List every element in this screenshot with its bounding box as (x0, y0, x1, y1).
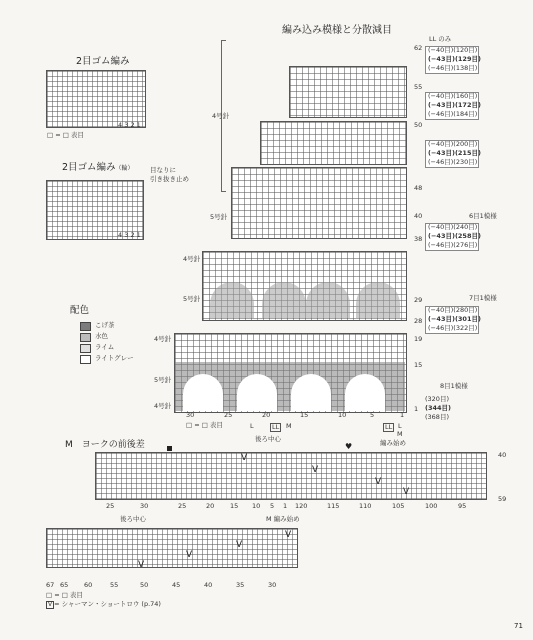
row-38: 38 (414, 235, 423, 243)
knit-label-b: 5号針 (210, 213, 228, 221)
row-28: 28 (414, 317, 423, 325)
heart-icon: ♥ (345, 442, 353, 451)
bottom-short-row-3: V (186, 550, 193, 560)
front-back-marker-square (167, 446, 172, 451)
knit-label-c: 4号針 (183, 255, 201, 263)
bottom-chart (46, 528, 298, 568)
repeat-8: 8目1模様 (440, 382, 468, 390)
knit-label-e: 4号針 (154, 335, 172, 343)
size-ll: LL (272, 423, 280, 431)
front-back-row-bottom: 59 (498, 495, 507, 503)
short-row-mark-1: V (241, 453, 248, 463)
bottom-nums: 67 65 60 55 50 45 40 35 30 (46, 581, 277, 589)
bottom-back-center: 後ろ中心 (120, 515, 146, 523)
row-19: 19 (414, 335, 423, 343)
bottom-short-row-2: V (236, 540, 243, 550)
yoke-tier-3 (231, 167, 407, 239)
repeat-6: 6目1模様 (469, 212, 497, 220)
ribbing-legend: □ = □ 表目 (47, 131, 84, 139)
bottom-short-row-1: V (285, 530, 292, 540)
ribbing-chart (46, 70, 146, 128)
back-center: 後ろ中心 (255, 435, 281, 443)
ribbing-note1: 目なりに (150, 166, 176, 174)
ribbing-note2: 引き抜き止め (150, 175, 189, 183)
short-row-mark-3: V (375, 477, 382, 487)
knit-label-g: 4号針 (154, 402, 172, 410)
ribbing-ring-title: 2目ゴム編み（輪） (62, 162, 134, 173)
row-55: 55 (414, 83, 423, 91)
row-40: 40 (414, 212, 423, 220)
bottom-m-start: M 編み始め (266, 515, 300, 523)
knit-label-f: 5号針 (154, 376, 172, 384)
row-48: 48 (414, 184, 423, 192)
yoke-bottom-nums: 30 25 20 15 10 5 1 (186, 411, 405, 419)
ll-only-label: LL のみ (429, 35, 452, 43)
ribbing-col-nums: 4 3 2 1 (118, 121, 141, 129)
yoke-tier-1 (289, 66, 407, 118)
yoke-tier-4-motif (210, 282, 400, 318)
bottom-legend-1: □ = □ 表目 (46, 591, 83, 599)
size-l: L (250, 422, 254, 430)
short-row-mark-2: V (312, 465, 319, 475)
yoke-legend: □ = □ 表目 (186, 421, 223, 429)
row-15: 15 (414, 361, 423, 369)
knit-label-d: 5号針 (183, 295, 201, 303)
front-back-title: M ヨークの前後差 (65, 440, 145, 450)
knit-label-a: 4号針 (212, 112, 230, 120)
bottom-legend-2: V = シャーマン・ショートロウ (p.74) (48, 600, 161, 608)
row-50: 50 (414, 121, 423, 129)
front-back-chart (95, 452, 487, 500)
row-29: 29 (414, 296, 423, 304)
yoke-tier-2 (260, 121, 407, 165)
size-m: M (286, 422, 292, 430)
yoke-start: 編み始め (380, 439, 406, 447)
page-title: 編み込み模様と分散減目 (282, 25, 392, 36)
ribbing-ring-col-nums: 4 3 2 1 (118, 231, 141, 239)
short-row-mark-4: V (403, 487, 410, 497)
row-1: 1 (414, 405, 419, 413)
size-m-right: M (397, 430, 403, 438)
yoke-tier-5-motif (175, 362, 405, 411)
row-62: 62 (414, 44, 423, 52)
front-back-bottom-nums: 25 30 25 20 15 10 5 1 120 115 110 105 100 95 (106, 502, 467, 510)
size-l-right: L (398, 422, 402, 430)
size-ll-right: LL (385, 423, 393, 431)
front-back-row-top: 40 (498, 451, 507, 459)
repeat-7: 7目1模様 (469, 294, 497, 302)
page-number: 71 (514, 622, 523, 630)
ribbing-title: 2目ゴム編み (76, 56, 130, 67)
colors-title: 配色 (70, 305, 90, 316)
bottom-short-row-4: V (138, 560, 145, 570)
